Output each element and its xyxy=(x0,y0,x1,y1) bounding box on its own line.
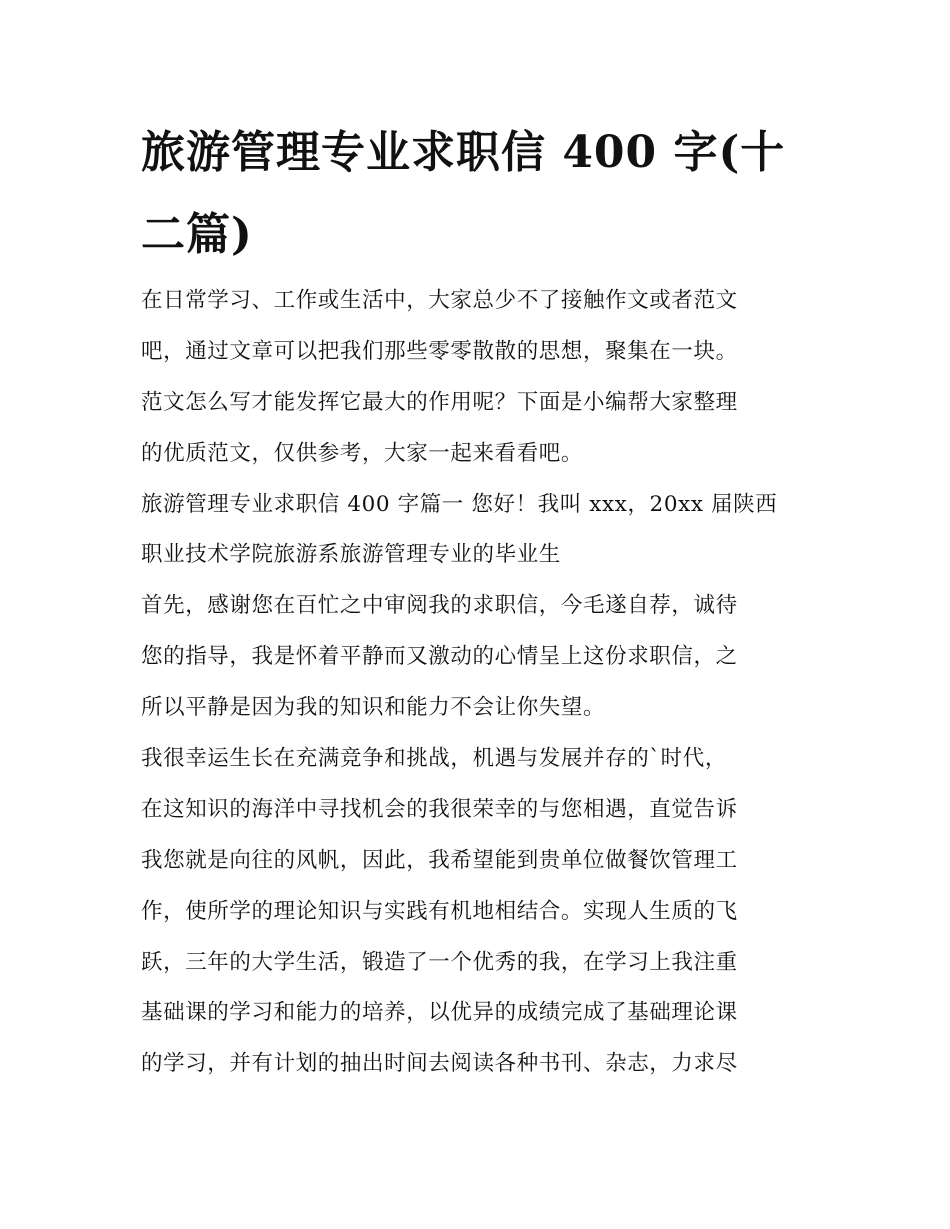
body-line: 的学习，并有计划的抽出时间去阅读各种书刊、杂志，力求尽 xyxy=(141,1051,738,1077)
body-line: 所以平静是因为我的知识和能力不会让你失望。 xyxy=(141,695,606,721)
body-line: 您的指导，我是怀着平静而又激动的心情呈上这份求职信，之 xyxy=(141,644,738,670)
body-line: 的优质范文，仅供参考，大家一起来看看吧。 xyxy=(141,440,584,466)
body-line: 吧，通过文章可以把我们那些零零散散的思想，聚集在一块。 xyxy=(141,338,738,364)
body-line: 职业技术学院旅游系旅游管理专业的毕业生 xyxy=(141,542,561,568)
body-line: 旅游管理专业求职信 400 字篇一 您好！我叫 xxx，20xx 届陕西 xyxy=(141,491,778,517)
body-line: 跃，三年的大学生活，锻造了一个优秀的我，在学习上我注重 xyxy=(141,949,738,975)
title-line: 旅游管理专业求职信 400 字(十 xyxy=(141,127,786,178)
document-title xyxy=(141,112,821,276)
body-line: 范文怎么写才能发挥它最大的作用呢？下面是小编帮大家整理 xyxy=(141,389,738,415)
document-body xyxy=(141,276,821,1090)
title-line: 二篇) xyxy=(141,209,253,260)
body-line: 首先，感谢您在百忙之中审阅我的求职信，今毛遂自荐，诚待 xyxy=(141,593,738,619)
body-line: 作，使所学的理论知识与实践有机地相结合。实现人生质的飞 xyxy=(141,898,738,924)
body-line: 我很幸运生长在充满竞争和挑战，机遇与发展并存的`时代， xyxy=(141,746,727,772)
body-line: 在日常学习、工作或生活中，大家总少不了接触作文或者范文 xyxy=(141,288,738,313)
body-line: 在这知识的海洋中寻找机会的我很荣幸的与您相遇，直觉告诉 xyxy=(141,796,738,822)
body-line: 我您就是向往的风帆，因此，我希望能到贵单位做餐饮管理工 xyxy=(141,847,738,873)
body-line: 基础课的学习和能力的培养，以优异的成绩完成了基础理论课 xyxy=(141,1000,738,1026)
